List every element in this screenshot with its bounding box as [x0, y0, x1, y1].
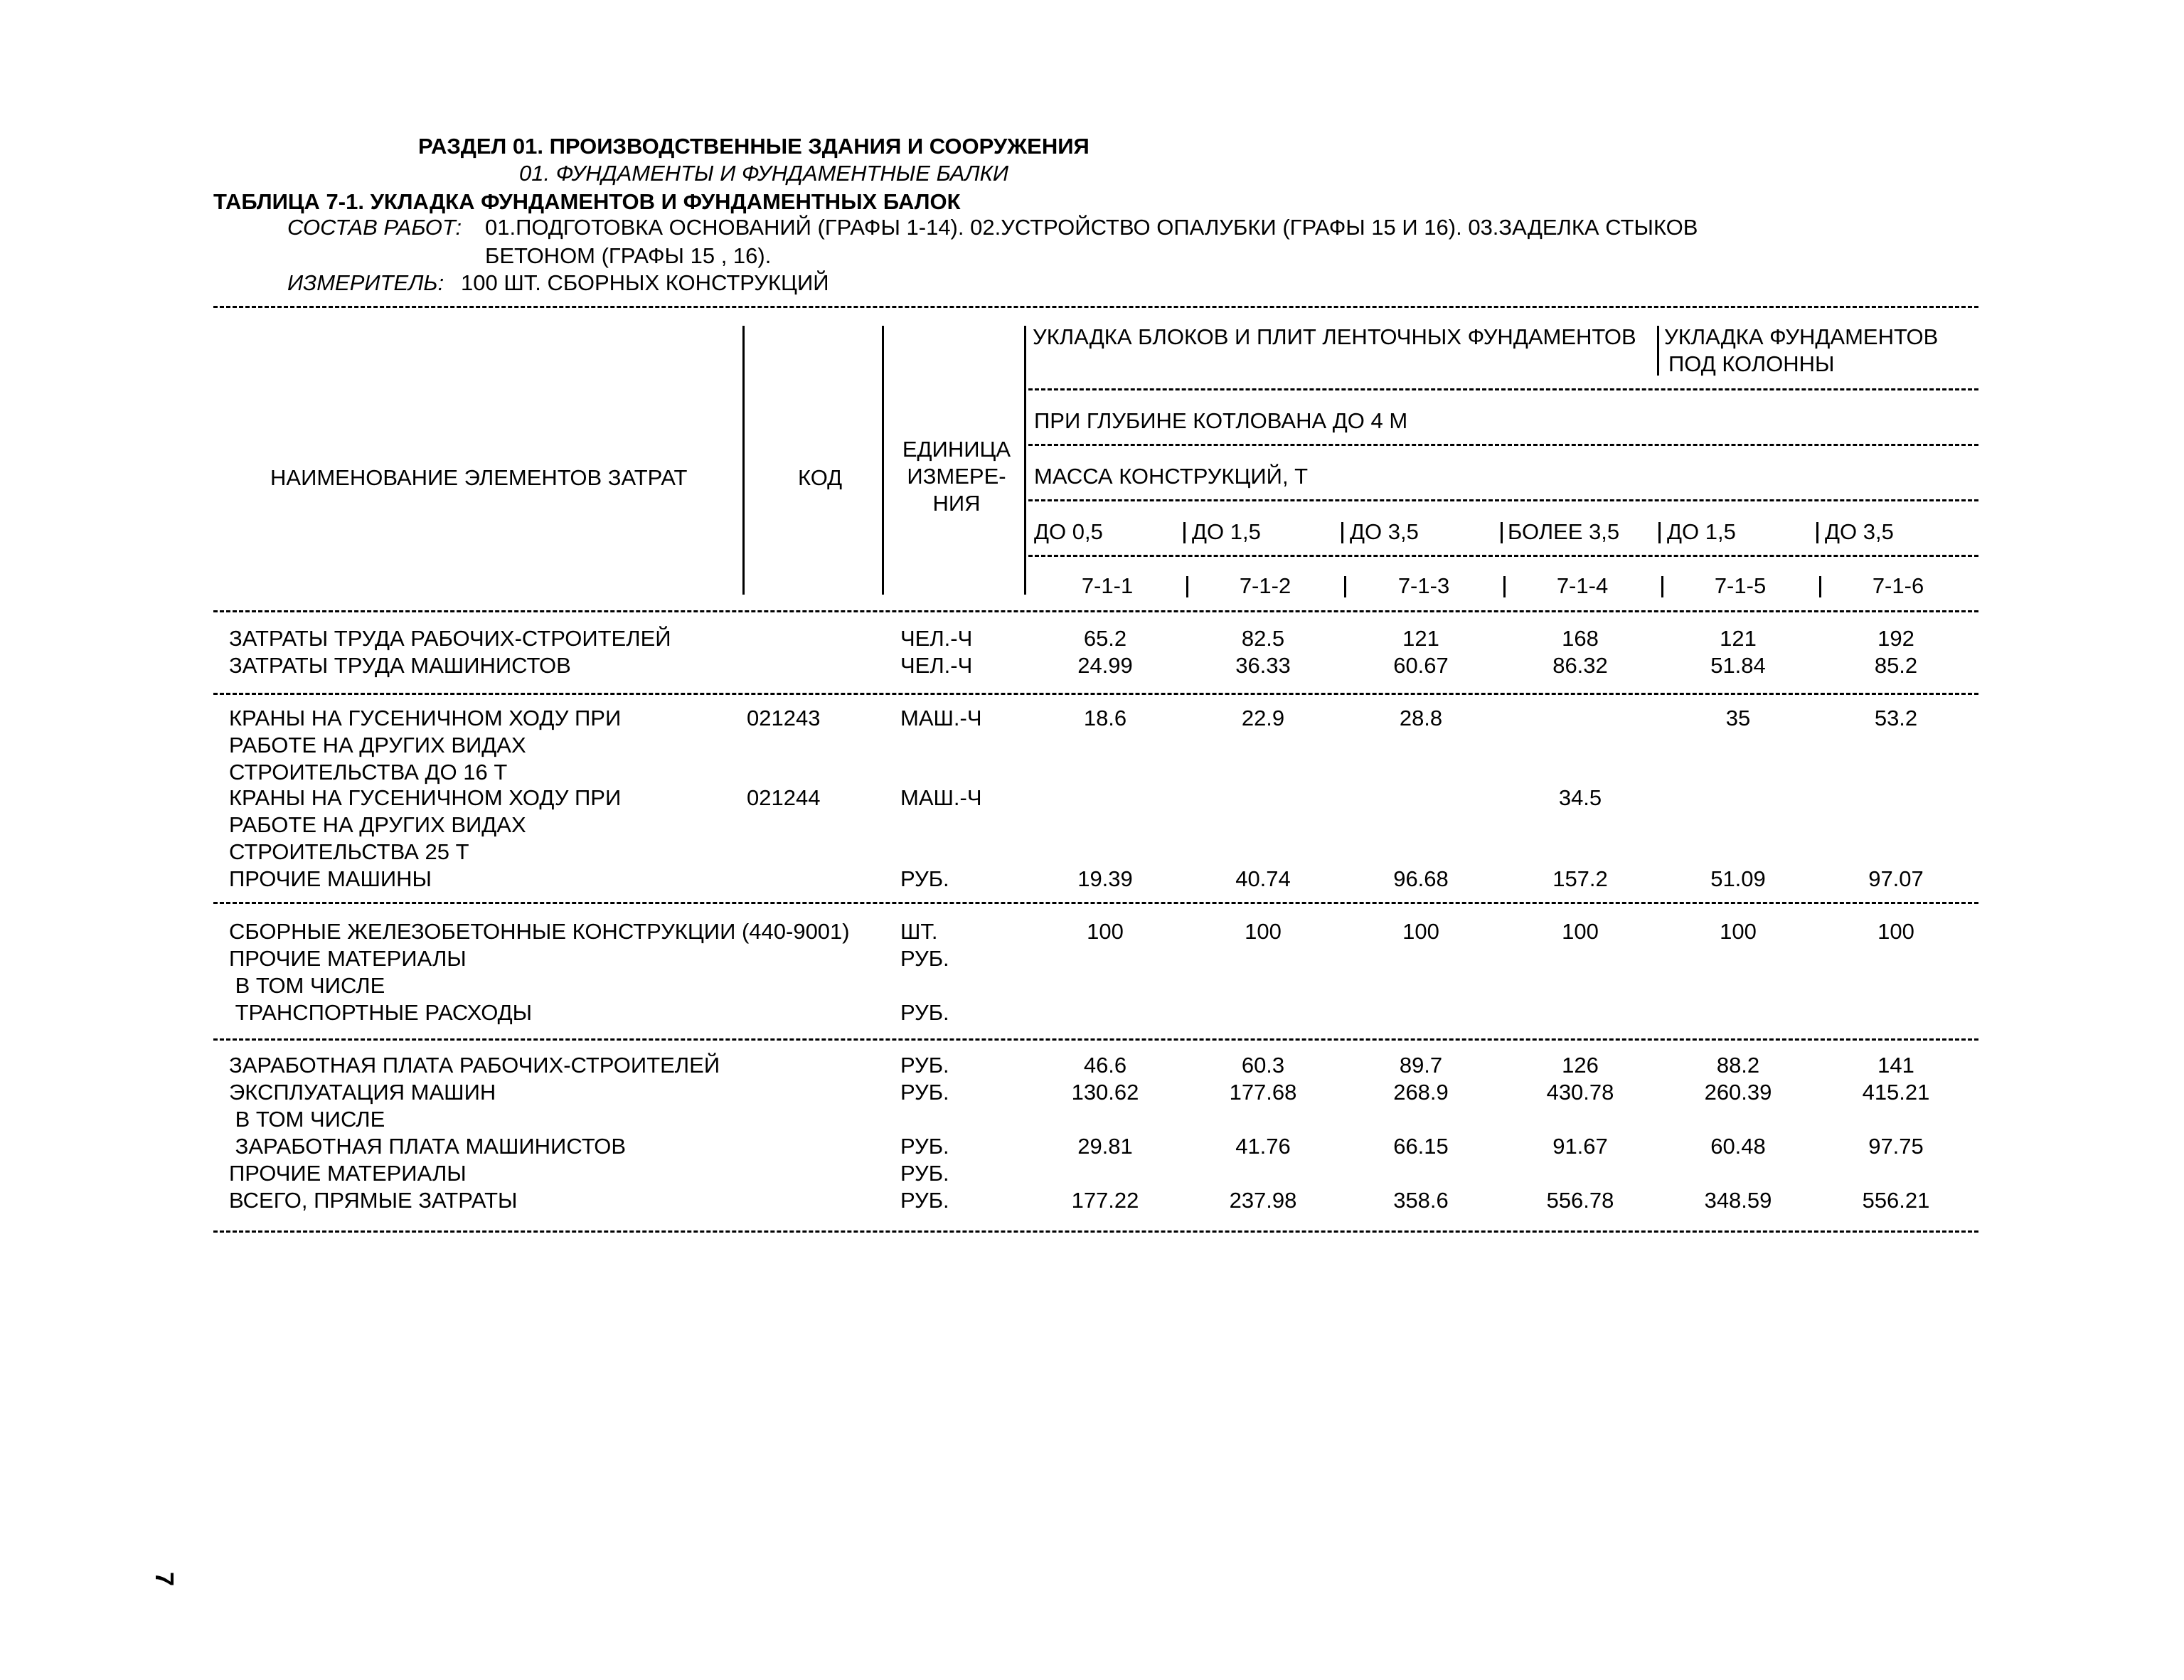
rule-bottom: [213, 1230, 1978, 1233]
row-value-4: 168: [1562, 626, 1599, 651]
row-value-2: 237.98: [1229, 1188, 1297, 1213]
row-name: РАБОТЕ НА ДРУГИХ ВИДАХ: [229, 733, 526, 757]
row-unit: МАШ.-Ч: [900, 706, 982, 730]
rule-group-3: [213, 1038, 1978, 1041]
vbar-r4: [1501, 522, 1503, 543]
row-value-2: 41.76: [1235, 1134, 1291, 1159]
vbar-group: [1657, 326, 1659, 376]
row-unit: ШТ.: [900, 919, 938, 944]
rule-header-4: [1028, 555, 1978, 557]
row-value-2: 40.74: [1235, 866, 1291, 891]
row-value-1: 18.6: [1083, 706, 1127, 730]
row-value-5: 100: [1720, 919, 1757, 944]
row-name: КРАНЫ НА ГУСЕНИЧНОМ ХОДУ ПРИ: [229, 706, 622, 730]
vbar-r3: [1341, 522, 1343, 543]
row-unit: РУБ.: [900, 1188, 949, 1213]
range-2: ДО 1,5: [1192, 519, 1261, 544]
row-value-2: 60.3: [1241, 1053, 1285, 1078]
range-4: БОЛЕЕ 3,5: [1508, 519, 1620, 544]
vbar-name: [742, 326, 745, 595]
table-title: ТАБЛИЦА 7-1. УКЛАДКА ФУНДАМЕНТОВ И ФУНДАМЕНТНЫХ БАЛОК: [213, 189, 961, 214]
rule-group-1: [213, 693, 1978, 695]
row-value-6: 97.07: [1868, 866, 1924, 891]
row-name: ВСЕГО, ПРЯМЫЕ ЗАТРАТЫ: [229, 1188, 518, 1213]
vbar-r2: [1183, 522, 1186, 543]
row-value-3: 100: [1402, 919, 1439, 944]
row-name: ЗАРАБОТНАЯ ПЛАТА МАШИНИСТОВ: [229, 1134, 627, 1159]
row-value-3: 66.15: [1393, 1134, 1449, 1159]
page-number: 7: [150, 1572, 179, 1587]
rule-group-2: [213, 902, 1978, 904]
row-value-3: 89.7: [1399, 1053, 1443, 1078]
row-value-1: 24.99: [1077, 653, 1133, 678]
row-value-3: 28.8: [1399, 706, 1443, 730]
range-6: ДО 3,5: [1825, 519, 1894, 544]
range-5: ДО 1,5: [1667, 519, 1736, 544]
depth-header: ПРИ ГЛУБИНЕ КОТЛОВАНА ДО 4 М: [1034, 408, 1408, 433]
row-value-2: 36.33: [1235, 653, 1291, 678]
row-unit: РУБ.: [900, 1080, 949, 1105]
row-name: ЗАТРАТЫ ТРУДА МАШИНИСТОВ: [229, 653, 571, 678]
row-value-1: 100: [1087, 919, 1124, 944]
row-unit: ЧЕЛ.-Ч: [900, 626, 973, 651]
row-unit: ЧЕЛ.-Ч: [900, 653, 973, 678]
rule-header-3: [1028, 499, 1978, 501]
row-name: ЗАТРАТЫ ТРУДА РАБОЧИХ-СТРОИТЕЛЕЙ: [229, 626, 671, 651]
subsection-title: 01. ФУНДАМЕНТЫ И ФУНДАМЕНТНЫЕ БАЛКИ: [519, 161, 1009, 186]
row-value-2: 177.68: [1229, 1080, 1297, 1105]
group-column-foundations: УКЛАДКА ФУНДАМЕНТОВ: [1664, 324, 1939, 349]
row-name: СТРОИТЕЛЬСТВА 25 Т: [229, 839, 469, 864]
row-value-4: 86.32: [1552, 653, 1608, 678]
row-value-1: 130.62: [1071, 1080, 1139, 1105]
group-column-foundations-2: ПОД КОЛОННЫ: [1668, 351, 1835, 376]
row-value-1: 46.6: [1083, 1053, 1127, 1078]
mass-header: МАССА КОНСТРУКЦИЙ, Т: [1034, 464, 1309, 489]
row-name: СТРОИТЕЛЬСТВА ДО 16 Т: [229, 760, 508, 785]
row-name: ПРОЧИЕ МАТЕРИАЛЫ: [229, 946, 467, 971]
section-title: РАЗДЕЛ 01. ПРОИЗВОДСТВЕННЫЕ ЗДАНИЯ И СООРУЖЕНИЯ: [418, 134, 1090, 159]
row-unit: МАШ.-Ч: [900, 785, 982, 810]
meter-label: ИЗМЕРИТЕЛЬ:: [287, 270, 444, 295]
row-value-4: 430.78: [1546, 1080, 1614, 1105]
row-value-4: 157.2: [1552, 866, 1608, 891]
work-label: СОСТАВ РАБОТ:: [287, 215, 462, 240]
row-code: 021243: [747, 706, 821, 730]
row-unit: РУБ.: [900, 946, 949, 971]
rule-header-bottom: [213, 610, 1978, 612]
row-value-4: 34.5: [1558, 785, 1602, 810]
vbar-r6: [1816, 522, 1818, 543]
work-text: 01.ПОДГОТОВКА ОСНОВАНИЙ (ГРАФЫ 1-14). 02.УСТРОЙСТВО ОПАЛУБКИ (ГРАФЫ 15 И 16). 03.ЗАДЕЛКА СТЫКОВ: [485, 215, 1698, 240]
row-name: РАБОТЕ НА ДРУГИХ ВИДАХ: [229, 812, 526, 837]
row-value-3: 358.6: [1393, 1188, 1449, 1213]
row-value-3: 60.67: [1393, 653, 1449, 678]
row-unit: РУБ.: [900, 1000, 949, 1025]
row-value-6: 141: [1877, 1053, 1914, 1078]
row-value-6: 192: [1877, 626, 1914, 651]
meter-text: 100 ШТ. СБОРНЫХ КОНСТРУКЦИЙ: [461, 270, 829, 295]
row-value-5: 88.2: [1716, 1053, 1760, 1078]
row-value-5: 260.39: [1704, 1080, 1772, 1105]
col-code-3: 7-1-3: [1397, 573, 1450, 598]
row-name: ПРОЧИЕ МАТЕРИАЛЫ: [229, 1161, 467, 1186]
col-unit-header-3: НИЯ: [932, 491, 981, 516]
row-value-5: 348.59: [1704, 1188, 1772, 1213]
col-code-5: 7-1-5: [1714, 573, 1767, 598]
row-name: ПРОЧИЕ МАШИНЫ: [229, 866, 432, 891]
row-unit: РУБ.: [900, 1134, 949, 1159]
rule-header-2: [1028, 444, 1978, 446]
row-value-6: 53.2: [1874, 706, 1918, 730]
row-name: СБОРНЫЕ ЖЕЛЕЗОБЕТОННЫЕ КОНСТРУКЦИИ (440-9001): [229, 919, 850, 944]
row-unit: РУБ.: [900, 1161, 949, 1186]
col-name-header: НАИМЕНОВАНИЕ ЭЛЕМЕНТОВ ЗАТРАТ: [270, 465, 688, 490]
row-value-5: 60.48: [1710, 1134, 1766, 1159]
group-strip-foundations: УКЛАДКА БЛОКОВ И ПЛИТ ЛЕНТОЧНЫХ ФУНДАМЕНТОВ: [1033, 324, 1636, 349]
col-code-4: 7-1-4: [1556, 573, 1609, 598]
row-name: В ТОМ ЧИСЛЕ: [229, 1107, 385, 1132]
row-value-3: 96.68: [1393, 866, 1449, 891]
row-value-1: 19.39: [1077, 866, 1133, 891]
row-value-4: 556.78: [1546, 1188, 1614, 1213]
row-name: ТРАНСПОРТНЫЕ РАСХОДЫ: [229, 1000, 533, 1025]
row-value-1: 65.2: [1083, 626, 1127, 651]
row-value-2: 82.5: [1241, 626, 1285, 651]
col-unit-header-2: ИЗМЕРЕ-: [907, 464, 1006, 489]
row-name: В ТОМ ЧИСЛЕ: [229, 973, 385, 998]
row-value-4: 126: [1562, 1053, 1599, 1078]
col-code-2: 7-1-2: [1239, 573, 1291, 598]
row-value-1: 29.81: [1077, 1134, 1133, 1159]
row-value-3: 121: [1402, 626, 1439, 651]
row-value-1: 177.22: [1071, 1188, 1139, 1213]
row-value-4: 91.67: [1552, 1134, 1608, 1159]
row-value-6: 415.21: [1862, 1080, 1930, 1105]
row-value-6: 85.2: [1874, 653, 1918, 678]
col-code-6: 7-1-6: [1872, 573, 1924, 598]
row-value-6: 556.21: [1862, 1188, 1930, 1213]
row-name: ЗАРАБОТНАЯ ПЛАТА РАБОЧИХ-СТРОИТЕЛЕЙ: [229, 1053, 720, 1078]
row-value-2: 100: [1245, 919, 1282, 944]
row-name: КРАНЫ НА ГУСЕНИЧНОМ ХОДУ ПРИ: [229, 785, 622, 810]
col-code-1: 7-1-1: [1081, 573, 1134, 598]
vbar-unit: [1024, 326, 1026, 595]
row-unit: РУБ.: [900, 866, 949, 891]
row-value-6: 97.75: [1868, 1134, 1924, 1159]
row-value-5: 51.84: [1710, 653, 1766, 678]
row-name: ЭКСПЛУАТАЦИЯ МАШИН: [229, 1080, 496, 1105]
work-text-cont: БЕТОНОМ (ГРАФЫ 15 , 16).: [485, 243, 772, 268]
row-value-5: 121: [1720, 626, 1757, 651]
row-value-5: 51.09: [1710, 866, 1766, 891]
row-value-6: 100: [1877, 919, 1914, 944]
row-value-4: 100: [1562, 919, 1599, 944]
row-unit: РУБ.: [900, 1053, 949, 1078]
row-value-2: 22.9: [1241, 706, 1285, 730]
range-1: ДО 0,5: [1034, 519, 1103, 544]
rule-header-1: [1028, 388, 1978, 390]
vbar-code: [882, 326, 884, 595]
row-value-5: 35: [1725, 706, 1751, 730]
row-code: 021244: [747, 785, 821, 810]
col-code-header: КОД: [798, 465, 843, 490]
col-unit-header-1: ЕДИНИЦА: [902, 437, 1011, 462]
rule-top: [213, 306, 1978, 308]
vbar-r5: [1658, 522, 1661, 543]
range-3: ДО 3,5: [1350, 519, 1419, 544]
row-value-3: 268.9: [1393, 1080, 1449, 1105]
